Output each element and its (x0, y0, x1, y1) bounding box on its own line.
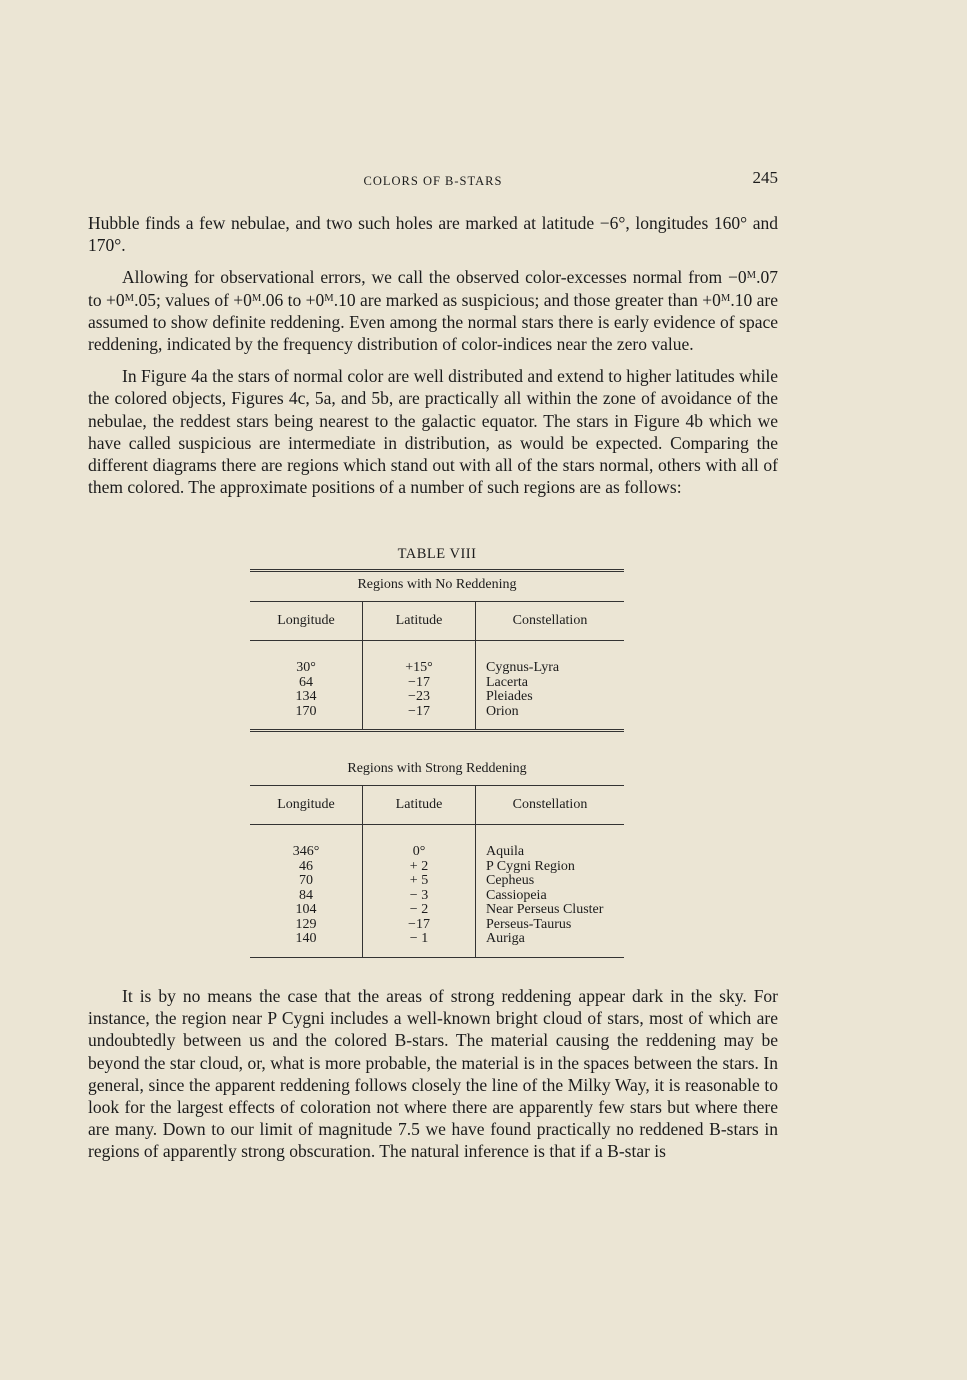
cell: 84 (299, 887, 313, 903)
table-bottom-rule (250, 957, 624, 958)
cell: Cepheus (486, 873, 535, 888)
column-header-longitude: Longitude (250, 786, 363, 825)
cell: 0° (412, 844, 426, 859)
longitude-cell (250, 641, 363, 730)
cell: Pleiades (486, 689, 533, 704)
longitude-cell (250, 825, 363, 957)
cell: Near Perseus Cluster (486, 902, 604, 917)
column-header-longitude: Longitude (250, 602, 363, 641)
body-text-bottom (88, 985, 778, 1173)
cell: 70 (299, 873, 313, 888)
cell: 64 (299, 674, 313, 690)
cell: Auriga (486, 931, 525, 946)
column-header-constellation: Constellation (476, 602, 625, 641)
paragraph-4: It is by no means the case that the areas of strong reddening appear dark in the sky. For instance, the region near P Cygni includes a well-known bright cloud of stars, most of which are undoubtedly between us and the colored B-stars. The material causing the reddening may be beyond the star cloud, or, what is more probable, the material is in the spaces between the stars. In general, since the apparent reddening follows closely the line of the Milky Way, it is reasonable to look for the largest effects of coloration not where there are apparently few stars but where there are many. Down to our limit of magnitude 7.5 we have found practically no reddened B-stars in regions of apparently strong obscuration. The natural inference is that if a B-star is (88, 986, 778, 1162)
cell: 104 (295, 902, 317, 917)
cell: −17 (408, 674, 430, 690)
no-reddening-table (250, 601, 624, 729)
cell: Aquila (486, 844, 525, 859)
cell: +15° (405, 660, 433, 675)
latitude-cell (363, 825, 476, 957)
cell: − 3 (409, 887, 429, 903)
cell: 46 (299, 858, 313, 874)
constellation-cell (476, 641, 625, 730)
running-head: COLORS OF B-STARS (363, 174, 503, 188)
table-title: TABLE VIII (397, 546, 477, 562)
cell: + 5 (409, 873, 429, 888)
cell: P Cygni Region (486, 858, 575, 874)
table-section-strong-reddening (250, 756, 624, 958)
cell: −17 (408, 916, 430, 932)
paragraph-3: In Figure 4a the stars of normal color are well distributed and extend to higher latitudes while the colored objects, Figures 4c, 5a, and 5b, are practically all within the zone of avoidance of the nebulae, the reddest stars being nearest to the galactic equator. The stars in Figure 4b which we have called suspicious are intermediate in distribution, as would be expected. Comparing the different diagrams there are regions which stand out with all of the stars normal, others with all of them colored. The approximate positions of a number of such regions are as follows: (88, 366, 778, 498)
body-text-top (88, 212, 778, 508)
cell: − 1 (409, 931, 429, 946)
constellation-cell (476, 825, 625, 957)
cell: − 2 (409, 902, 429, 917)
table-body (250, 641, 624, 730)
table-section-no-reddening (250, 569, 624, 732)
cell: Orion (486, 703, 519, 719)
cell: Perseus-Taurus (486, 916, 572, 932)
cell: −17 (408, 703, 430, 719)
cell: 134 (295, 689, 317, 704)
double-rule (250, 729, 624, 732)
cell: 30° (296, 660, 316, 675)
page-header (88, 168, 778, 192)
cell: Cygnus-Lyra (486, 660, 560, 675)
cell: 346° (292, 844, 320, 859)
paragraph-1: Hubble finds a few nebulae, and two such holes are marked at latitude −6°, longitudes 160° and 170°. (88, 213, 778, 256)
latitude-cell (363, 641, 476, 730)
section-caption: Regions with No Reddening (357, 577, 517, 592)
cell: 140 (295, 931, 317, 946)
cell: Lacerta (486, 674, 528, 690)
cell: 129 (295, 916, 317, 932)
column-header-constellation: Constellation (476, 786, 625, 825)
paragraph-2: Allowing for observational errors, we call the observed color-excesses normal from −0ᴹ.07 to +0ᴹ.05; values of +0ᴹ.06 to +0ᴹ.10 are marked as suspicious; and those greater than +0ᴹ.10 are assumed to show definite reddening. Even among the normal stars there is early evidence of space reddening, indicated by the frequency distribution of color-indices near the zero value. (88, 267, 778, 355)
section-caption: Regions with Strong Reddening (347, 761, 527, 776)
page-number: 245 (752, 168, 778, 187)
table-body (250, 825, 624, 957)
column-header-latitude: Latitude (363, 786, 476, 825)
cell: 170 (295, 703, 317, 719)
cell: −23 (408, 689, 430, 704)
strong-reddening-table (250, 785, 624, 957)
cell: Cassiopeia (486, 887, 547, 903)
column-header-latitude: Latitude (363, 602, 476, 641)
cell: + 2 (409, 858, 429, 874)
